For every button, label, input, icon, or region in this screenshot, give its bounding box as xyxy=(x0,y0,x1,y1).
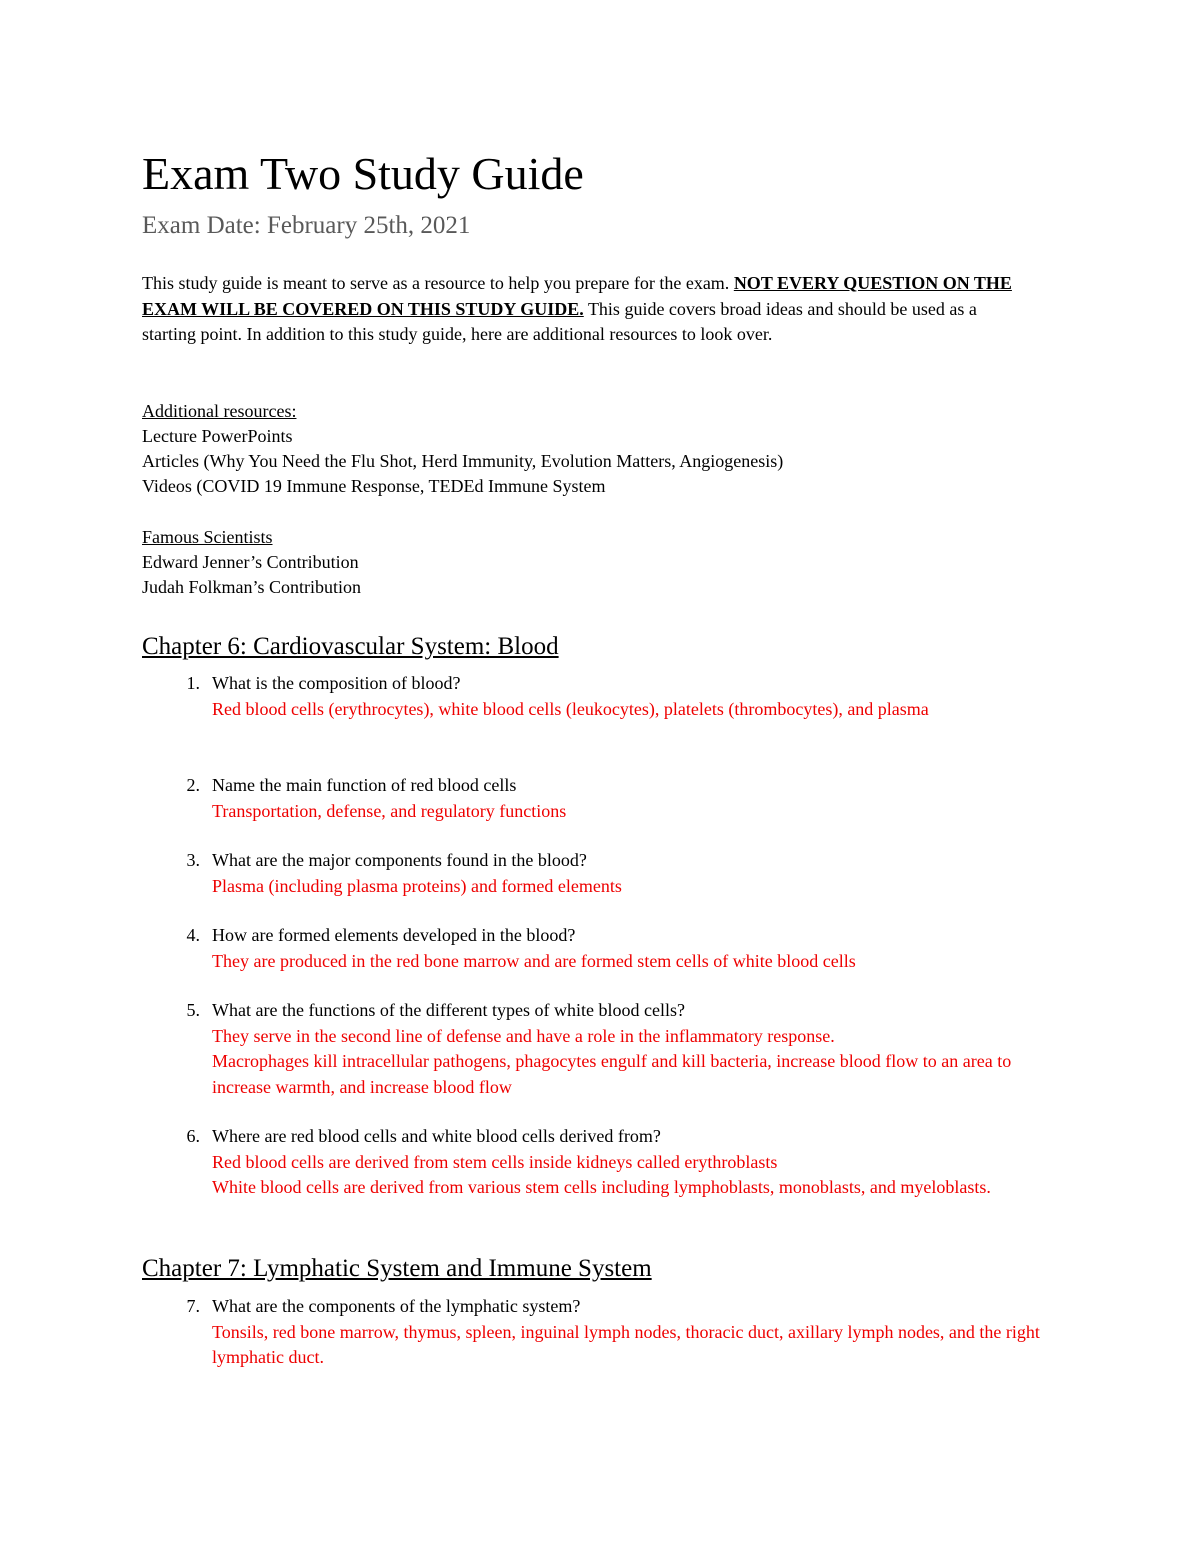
question-number: 2. xyxy=(186,775,200,795)
question-text: How are formed elements developed in the blood? xyxy=(212,925,576,945)
question-number: 3. xyxy=(186,850,200,870)
resources-heading: Additional resources: xyxy=(142,401,297,421)
question-number: 4. xyxy=(186,925,200,945)
answer-text: Red blood cells (erythrocytes), white blood cells (leukocytes), platelets (thrombocytes), and plasma xyxy=(212,698,929,719)
question-number: 5. xyxy=(186,1000,200,1020)
resource-item: Lecture PowerPoints xyxy=(142,426,293,446)
chapter-heading: Chapter 6: Cardiovascular System: Blood xyxy=(142,633,559,660)
question-item xyxy=(170,1294,1070,1371)
question-number: 7. xyxy=(186,1296,200,1316)
answer-block xyxy=(212,697,1070,723)
question-item xyxy=(170,671,1070,722)
page-title: Exam Two Study Guide xyxy=(142,148,584,199)
question-text: What is the composition of blood? xyxy=(212,673,461,693)
answer-text: They are produced in the red bone marrow and are formed stem cells of white blood cells xyxy=(212,950,856,971)
answer-text: Transportation, defense, and regulatory functions xyxy=(212,800,567,821)
answer-text: Macrophages kill intracellular pathogens, phagocytes engulf and kill bacteria, increase blood flow to an area to increase warmth, and increase blood flow xyxy=(212,1051,1012,1097)
answer-block xyxy=(212,949,1070,975)
chapter-heading: Chapter 7: Lymphatic System and Immune System xyxy=(142,1255,652,1282)
question-text: What are the major components found in the blood? xyxy=(212,850,587,870)
answer-text: Red blood cells are derived from stem cells inside kidneys called erythroblasts xyxy=(212,1151,778,1172)
question-number: 6. xyxy=(186,1126,200,1146)
question-item xyxy=(170,998,1070,1100)
answer-text: White blood cells are derived from various stem cells including lymphoblasts, monoblasts, and myeloblasts. xyxy=(212,1177,991,1197)
question-text: What are the components of the lymphatic system? xyxy=(212,1296,581,1316)
intro-text-2: This guide covers broad ideas and should be used as a starting point. In addition to this study guide, here are additional resources to look over. xyxy=(142,298,977,344)
answer-text: Tonsils, red bone marrow, thymus, spleen, inguinal lymph nodes, thoracic duct, axillary lymph nodes, and the right lymphatic duct. xyxy=(212,1321,1040,1367)
question-item xyxy=(170,773,1070,824)
question-number: 1. xyxy=(186,673,200,693)
question-text: What are the functions of the different types of white blood cells? xyxy=(212,1000,686,1020)
exam-date: Exam Date: February 25th, 2021 xyxy=(142,212,471,239)
answer-block xyxy=(212,799,1070,825)
answer-block xyxy=(212,1150,1070,1201)
scientist-item: Edward Jenner’s Contribution xyxy=(142,552,359,572)
question-text: Name the main function of red blood cells xyxy=(212,775,517,795)
question-item xyxy=(170,1124,1070,1201)
answer-text: They serve in the second line of defense and have a role in the inflammatory response. xyxy=(212,1025,835,1046)
intro-warning: NOT EVERY QUESTION ON THE EXAM WILL BE COVERED ON THIS STUDY GUIDE. xyxy=(142,273,1012,319)
answer-text: Plasma (including plasma proteins) and formed elements xyxy=(212,875,622,896)
answer-block xyxy=(212,1320,1070,1371)
resource-item: Videos (COVID 19 Immune Response, TEDEd Immune System xyxy=(142,476,606,496)
scientists-heading: Famous Scientists xyxy=(142,527,273,547)
question-item xyxy=(170,923,1070,974)
answer-block xyxy=(212,1024,1070,1101)
famous-scientists xyxy=(142,525,361,600)
question-item xyxy=(170,848,1070,899)
intro-paragraph xyxy=(142,271,1022,348)
intro-text-1: This study guide is meant to serve as a resource to help you prepare for the exam. xyxy=(142,273,734,293)
additional-resources xyxy=(142,399,783,499)
resource-item: Articles (Why You Need the Flu Shot, Herd Immunity, Evolution Matters, Angiogenesis) xyxy=(142,451,784,471)
scientist-item: Judah Folkman’s Contribution xyxy=(142,577,362,597)
question-text: Where are red blood cells and white blood cells derived from? xyxy=(212,1126,661,1146)
answer-block xyxy=(212,874,1070,900)
